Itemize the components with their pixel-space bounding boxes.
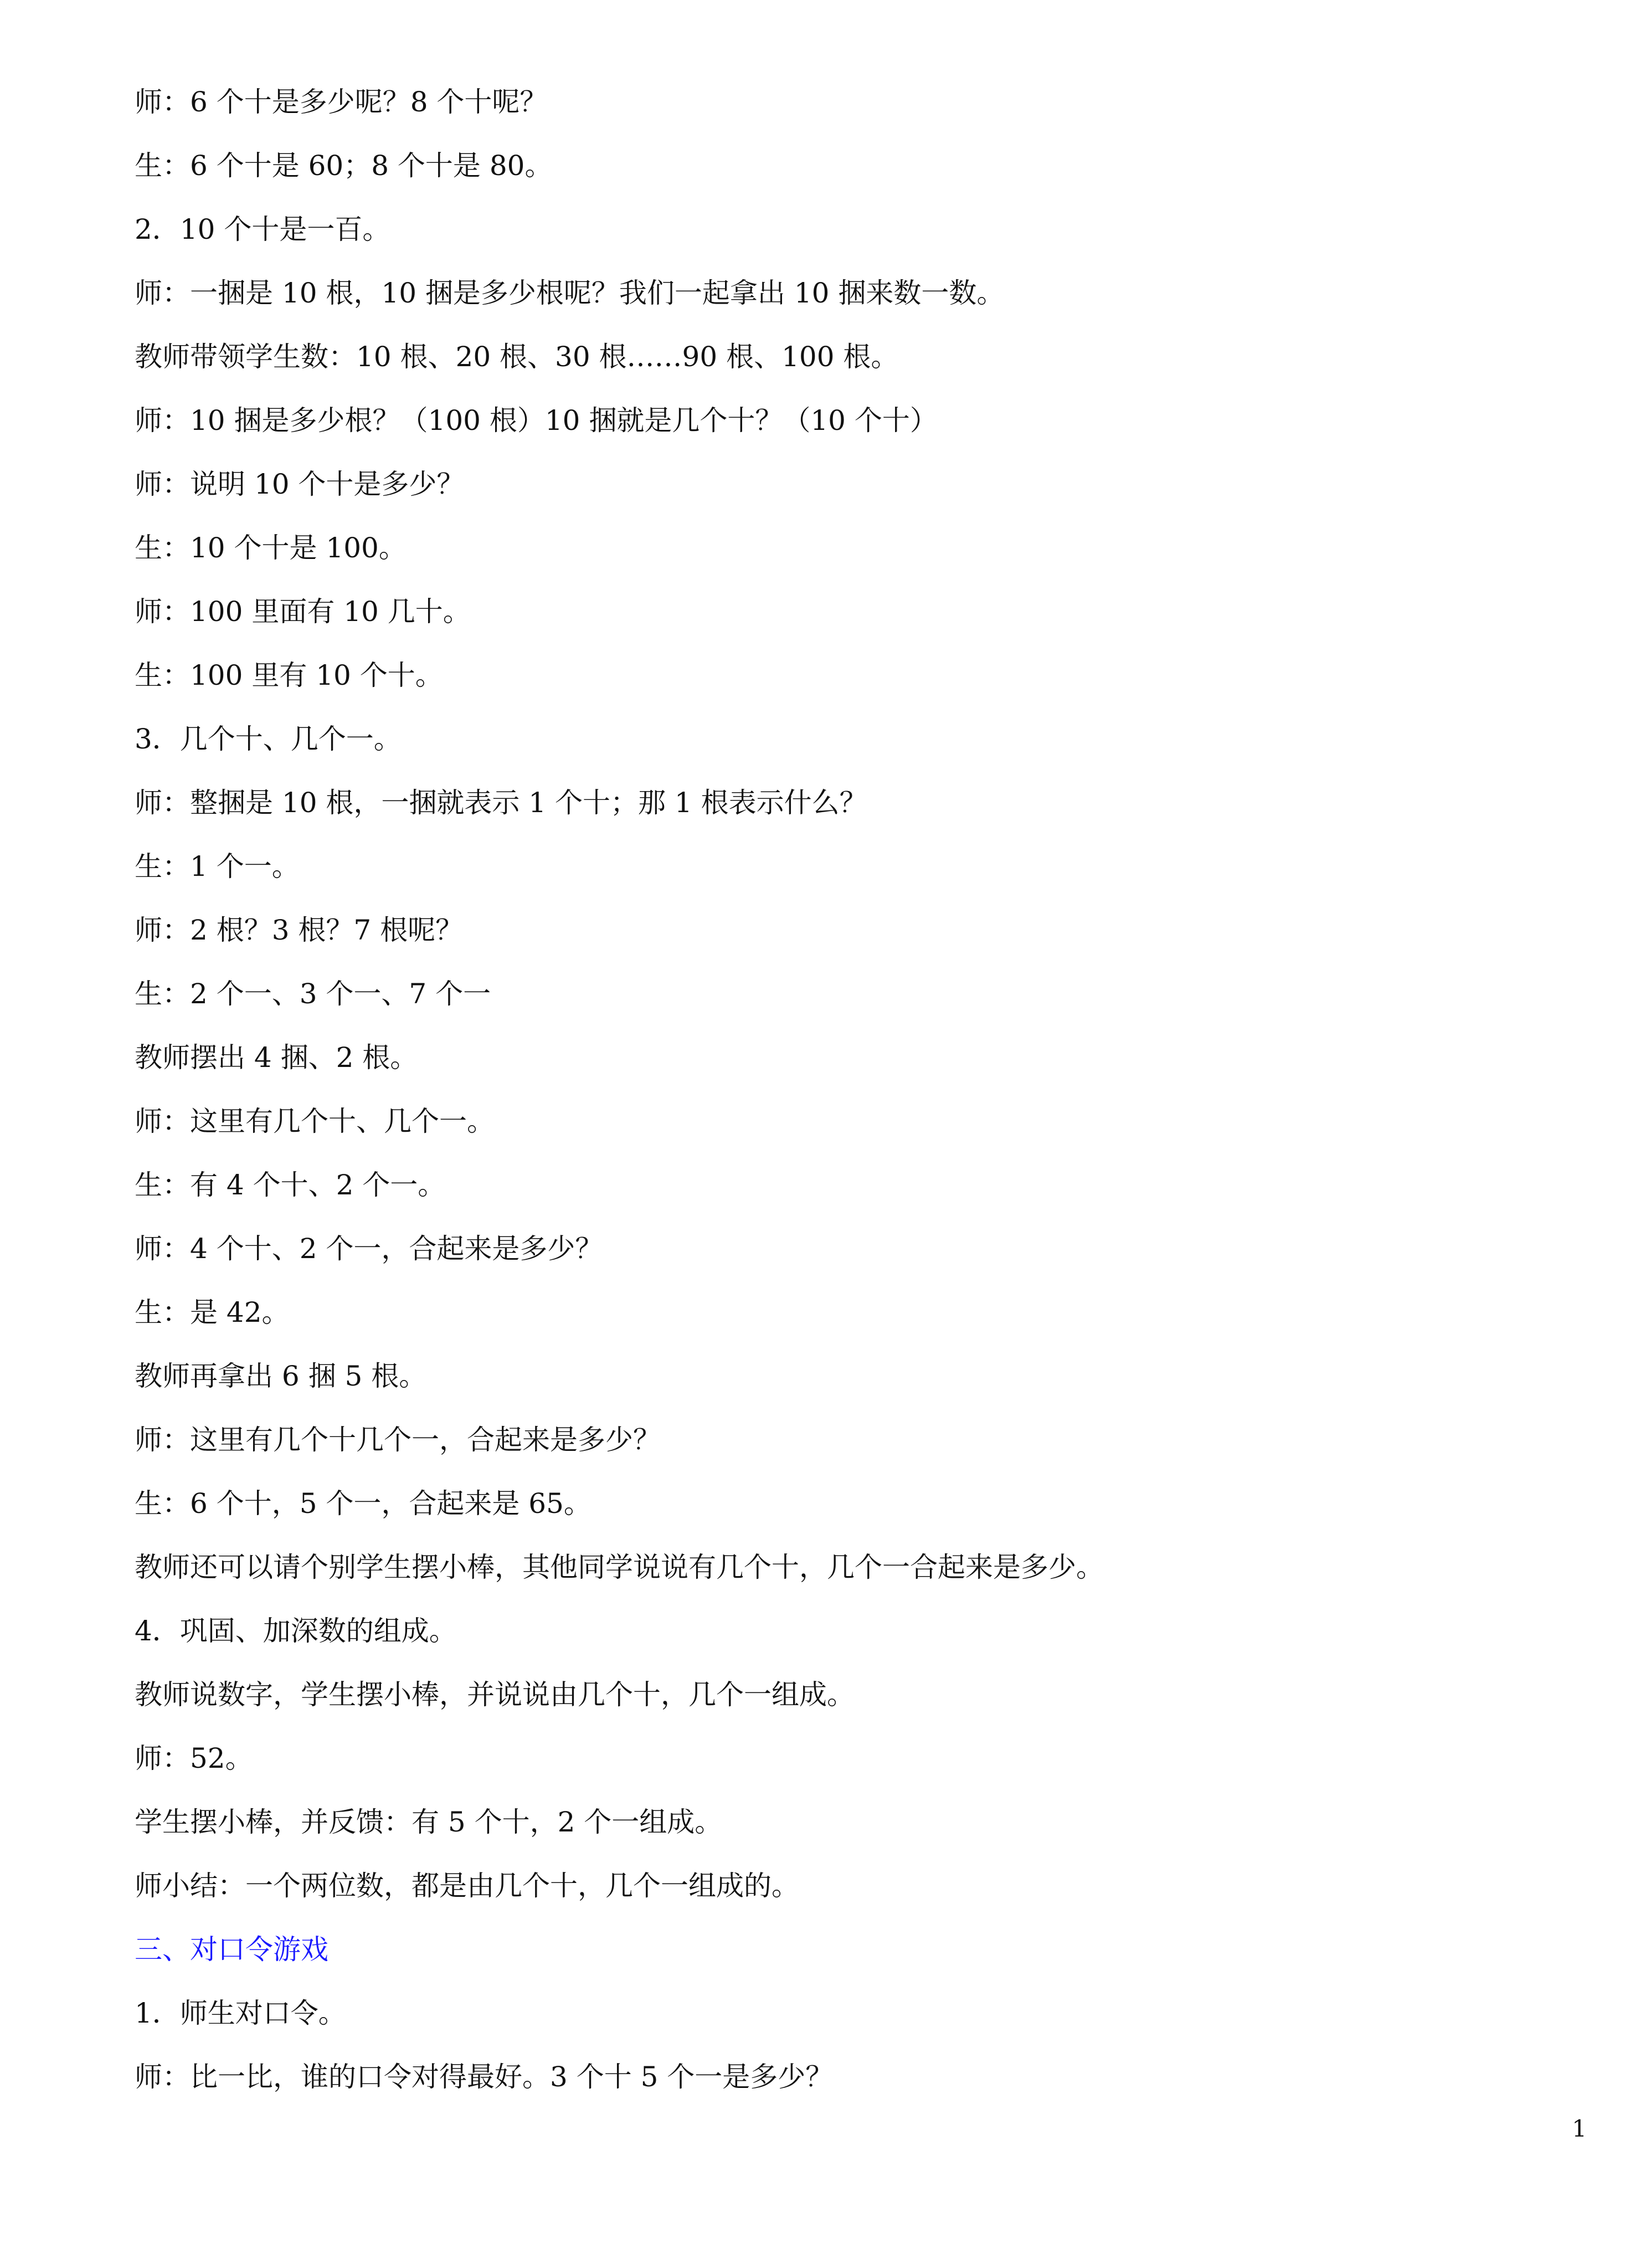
text-line: 师：比一比，谁的口令对得最好。3 个十 5 个一是多少？ [135, 2061, 834, 2093]
text-line: 生：6 个十，5 个一，合起来是 65。 [135, 1487, 592, 1520]
text-line: 生：10 个十是 100。 [135, 532, 407, 564]
text-line: 师：10 捆是多少根？（100 根）10 捆就是几个十？（10 个十） [135, 404, 938, 437]
text-line: 生：有 4 个十、2 个一。 [135, 1169, 446, 1201]
text-line: 生：是 42。 [135, 1296, 290, 1328]
text-line: 师小结：一个两位数，都是由几个十，几个一组成的。 [135, 1870, 799, 1902]
section-heading: 三、对口令游戏 [135, 1933, 328, 1966]
text-line: 生：1 个一。 [135, 850, 300, 882]
document-body [135, 78, 1519, 2116]
text-line: 生：100 里有 10 个十。 [135, 659, 443, 691]
text-line: 教师还可以请个别学生摆小棒，其他同学说说有几个十，几个一合起来是多少。 [135, 1551, 1104, 1583]
text-line: 生：6 个十是 60；8 个十是 80。 [135, 150, 553, 182]
text-line: 师：整捆是 10 根，一捆就表示 1 个十；那 1 根表示什么？ [135, 787, 867, 819]
text-line: 师：100 里面有 10 几十。 [135, 596, 471, 628]
text-line: 教师说数字，学生摆小棒，并说说由几个十，几个一组成。 [135, 1679, 855, 1711]
page-number: 1 [1572, 2115, 1587, 2142]
text-line: 教师带领学生数：10 根、20 根、30 根……90 根、100 根。 [135, 341, 899, 373]
text-line: 1．师生对口令。 [135, 1997, 346, 2029]
text-line: 教师摆出 4 捆、2 根。 [135, 1041, 418, 1074]
text-line: 4．巩固、加深数的组成。 [135, 1615, 457, 1647]
text-line: 师：2 根？3 根？7 根呢？ [135, 914, 464, 946]
text-line: 师：52。 [135, 1742, 253, 1774]
text-line: 师：4 个十、2 个一，合起来是多少？ [135, 1233, 603, 1265]
text-line: 学生摆小棒，并反馈：有 5 个十，2 个一组成。 [135, 1806, 723, 1838]
text-line: 师：这里有几个十、几个一。 [135, 1105, 495, 1137]
text-line: 师：一捆是 10 根，10 捆是多少根呢？我们一起拿出 10 捆来数一数。 [135, 277, 1005, 309]
text-line: 师：说明 10 个十是多少？ [135, 468, 465, 500]
text-line: 师：这里有几个十几个一，合起来是多少？ [135, 1424, 661, 1456]
text-line: 生：2 个一、3 个一、7 个一 [135, 978, 491, 1010]
text-line: 师：6 个十是多少呢？8 个十呢？ [135, 86, 548, 118]
text-line: 2．10 个十是一百。 [135, 213, 390, 245]
text-line: 教师再拿出 6 捆 5 根。 [135, 1360, 427, 1392]
text-line: 3．几个十、几个一。 [135, 723, 402, 755]
